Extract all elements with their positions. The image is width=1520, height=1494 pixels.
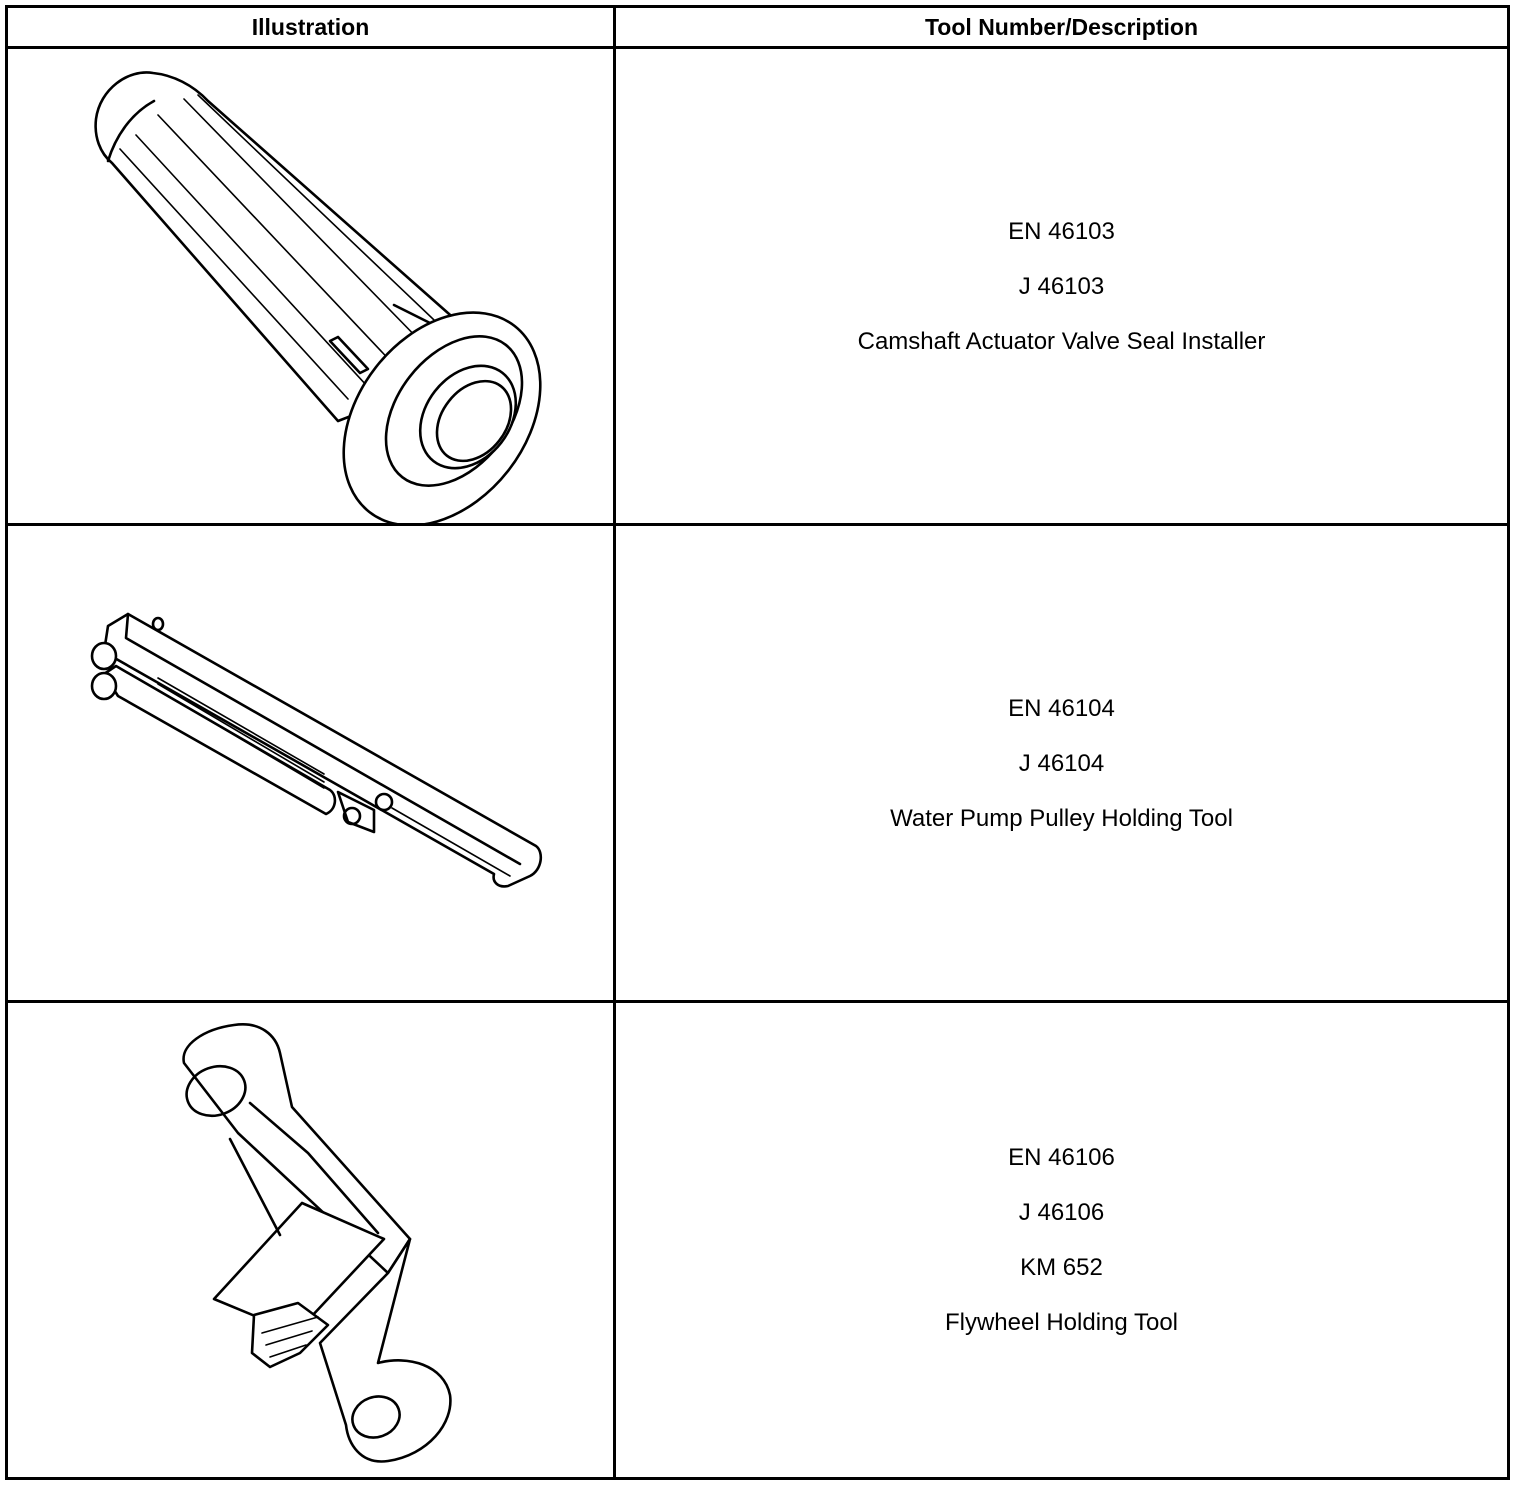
table-row xyxy=(7,1002,1509,1479)
tool-number-j: J 46104 xyxy=(1018,749,1105,777)
tool-name: Water Pump Pulley Holding Tool xyxy=(890,804,1233,832)
tool-number-j: J 46103 xyxy=(1018,272,1105,300)
flywheel-holding-tool-drawing xyxy=(8,1003,616,1477)
tool-description-cell xyxy=(615,48,1509,525)
table-row xyxy=(7,525,1509,1002)
illustration-header: Illustration xyxy=(7,7,615,48)
tool-number-km: KM 652 xyxy=(1020,1254,1103,1281)
camshaft-actuator-valve-seal-installer-drawing xyxy=(8,49,616,523)
tool-description-cell xyxy=(615,525,1509,1002)
tool-number-description-header: Tool Number/Description xyxy=(615,7,1509,48)
tool-name: Camshaft Actuator Valve Seal Installer xyxy=(857,327,1266,355)
illustration-cell xyxy=(7,525,615,1002)
tool-number-en: EN 46106 xyxy=(1008,1144,1115,1171)
tool-number-en: EN 46104 xyxy=(1008,694,1115,722)
special-tools-table xyxy=(5,5,1510,1480)
header-row xyxy=(7,7,1509,48)
tool-name: Flywheel Holding Tool xyxy=(944,1309,1178,1336)
tool-description-cell xyxy=(615,1002,1509,1479)
illustration-cell xyxy=(7,48,615,525)
tool-number-en: EN 46103 xyxy=(1008,217,1115,245)
table-row xyxy=(7,48,1509,525)
illustration-cell xyxy=(7,1002,615,1479)
water-pump-pulley-holding-tool-drawing xyxy=(8,526,616,1000)
tool-number-j: J 46106 xyxy=(1018,1199,1105,1226)
